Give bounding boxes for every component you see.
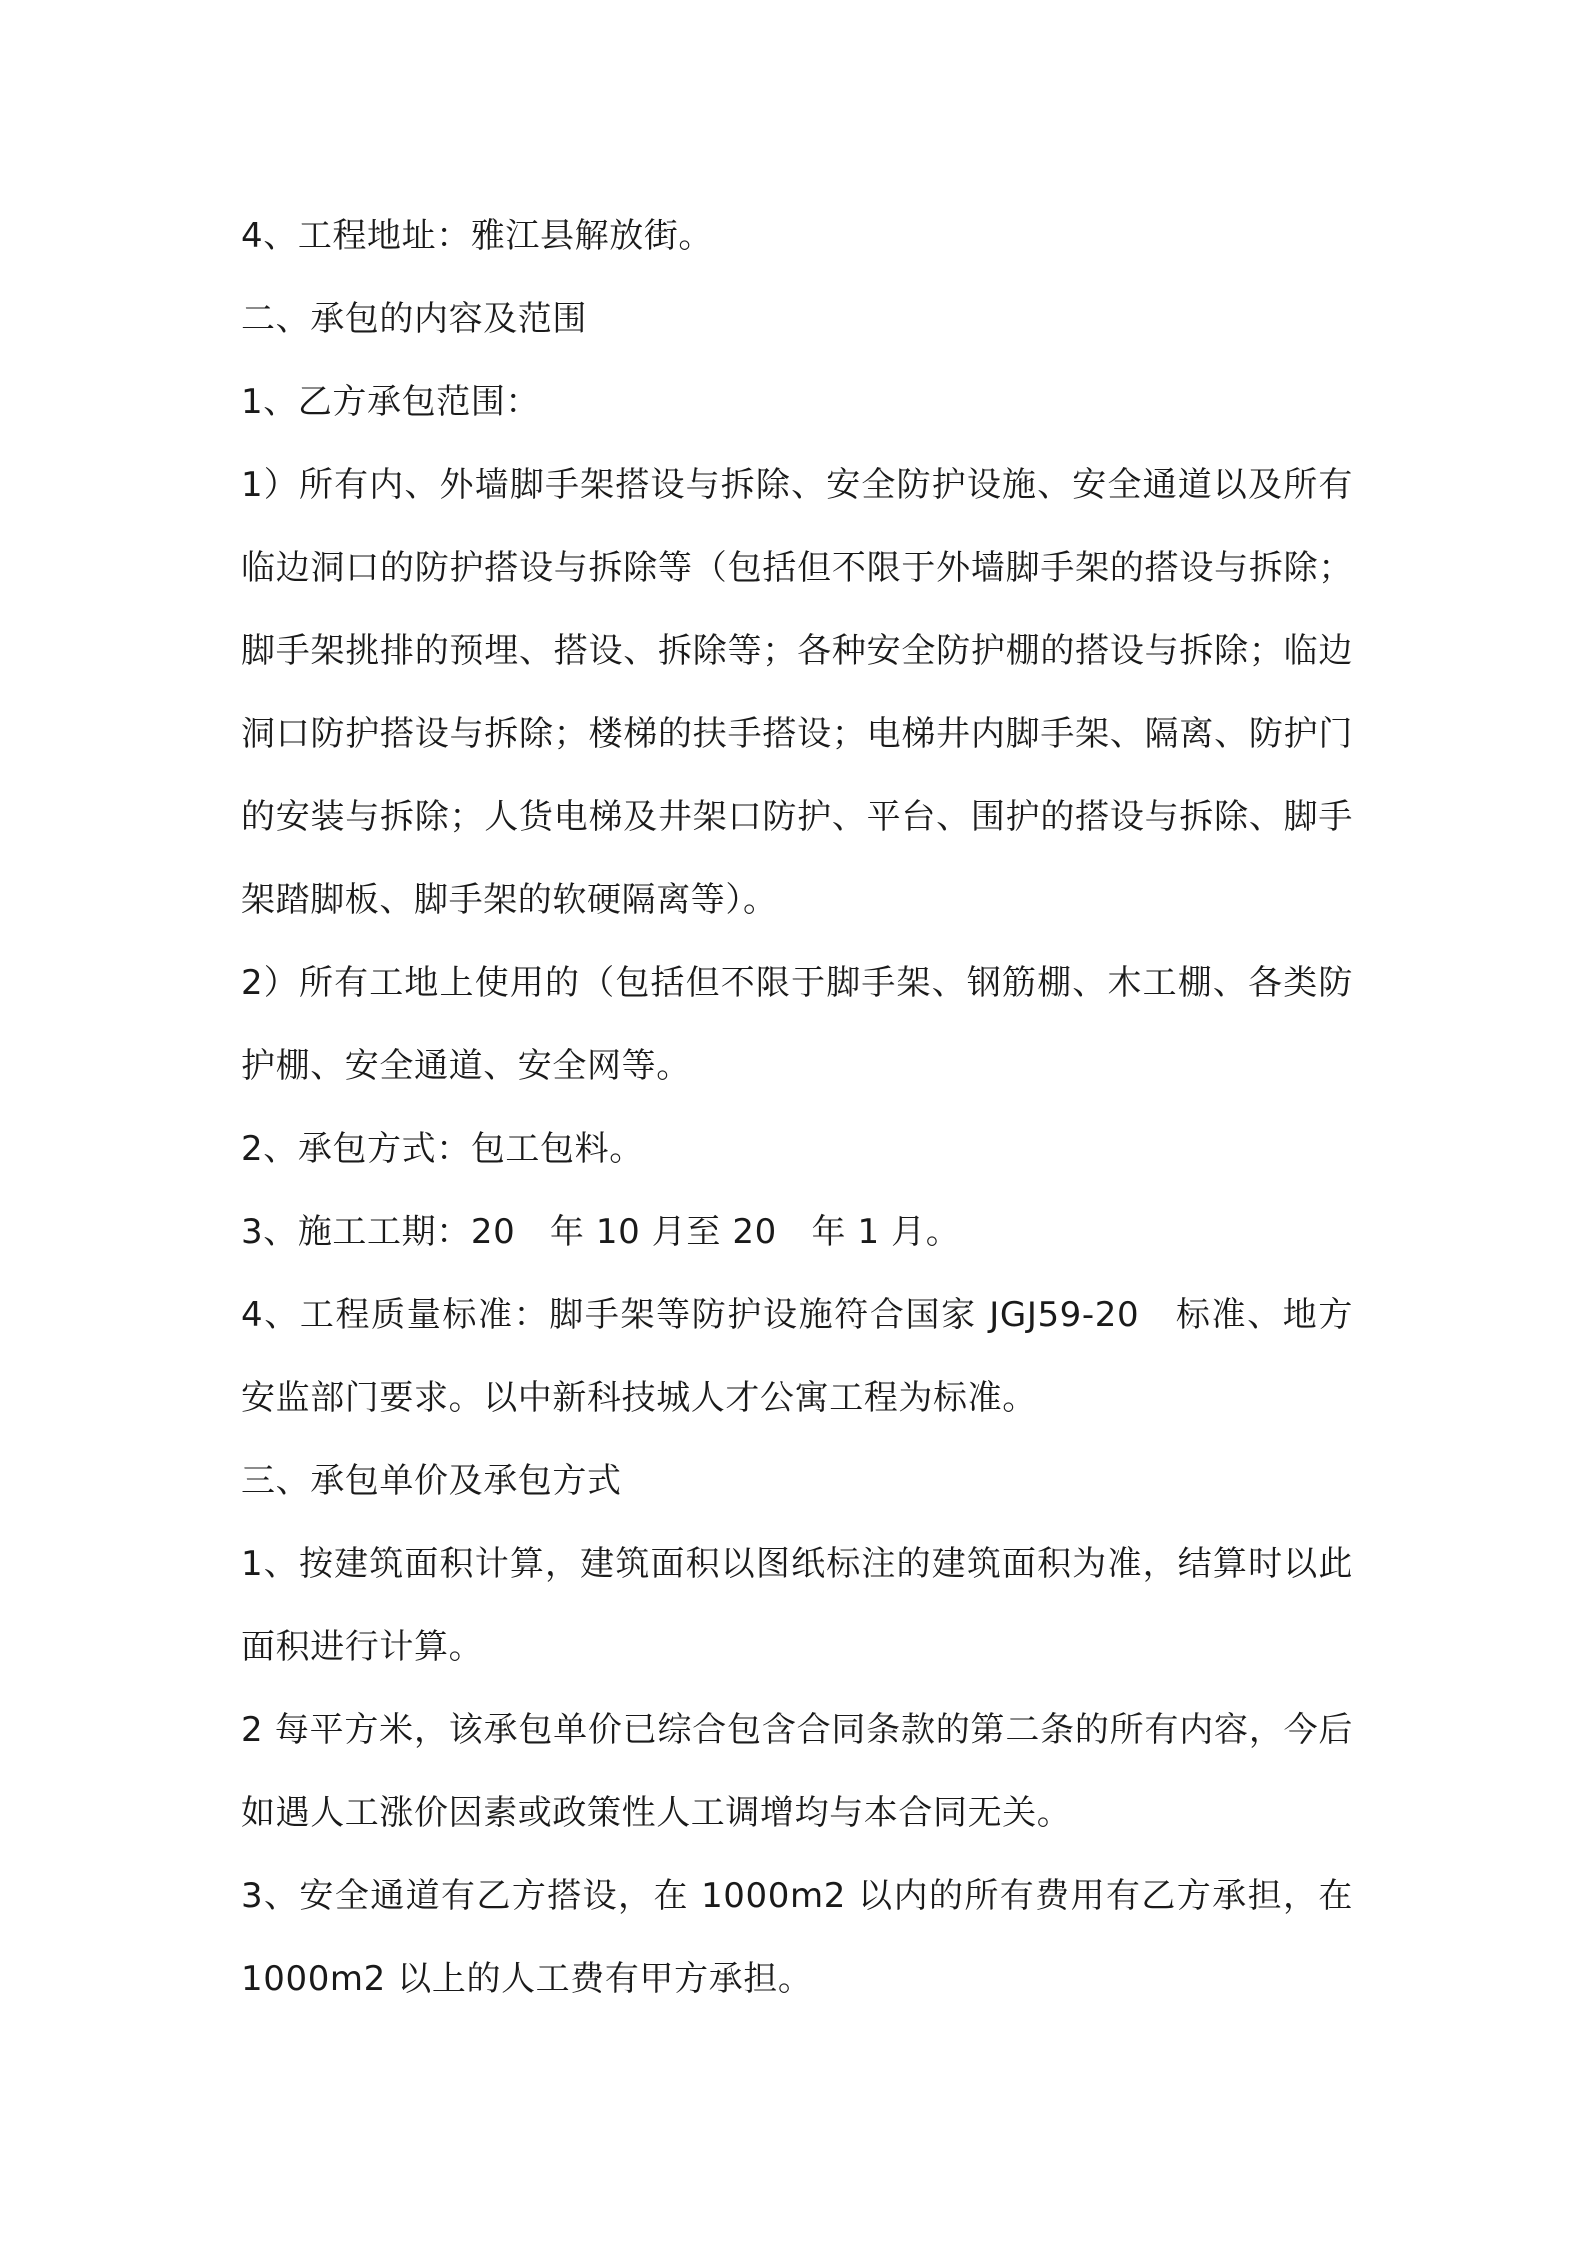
paragraph-construction-period: 3、施工工期：20 年 10 月至 20 年 1 月。 bbox=[241, 1212, 961, 1252]
paragraph-contract-method: 2、承包方式：包工包料。 bbox=[241, 1129, 644, 1169]
paragraph-scope-item-2: 2）所有工地上使用的（包括但不限于脚手架、钢筋棚、木工棚、各类防护棚、安全通道、安全网等。 bbox=[241, 963, 1353, 1086]
paragraph-scope-item-1: 1）所有内、外墙脚手架搭设与拆除、安全防护设施、安全通道以及所有临边洞口的防护搭设与拆除等（包括但不限于外墙脚手架的搭设与拆除；脚手架挑排的预埋、搭设、拆除等；各种安全防护棚的搭设与拆除；临边洞口防护搭设与拆除；楼梯的扶手搭设；电梯井内脚手架、隔离、防护门的安装与拆除；人货电梯及井架口防护、平台、围护的搭设与拆除、脚手架踏脚板、脚手架的软硬隔离等）。 bbox=[241, 465, 1353, 920]
paragraph-area-calculation: 1、按建筑面积计算，建筑面积以图纸标注的建筑面积为准，结算时以此面积进行计算。 bbox=[241, 1544, 1353, 1667]
paragraph-party-b-scope: 1、乙方承包范围： bbox=[241, 382, 541, 422]
paragraph-quality-standard: 4、工程质量标准：脚手架等防护设施符合国家 JGJ59-20 标准、地方安监部门要求。以中新科技城人才公寓工程为标准。 bbox=[241, 1295, 1353, 1418]
section-heading-scope: 二、承包的内容及范围 bbox=[241, 299, 587, 339]
section-heading-unit-price: 三、承包单价及承包方式 bbox=[241, 1461, 622, 1501]
paragraph-safety-passage: 3、安全通道有乙方搭设，在 1000m2 以内的所有费用有乙方承担，在 1000m2 以上的人工费有甲方承担。 bbox=[241, 1876, 1353, 1999]
paragraph-unit-price: 2 每平方米，该承包单价已综合包含合同条款的第二条的所有内容，今后如遇人工涨价因素或政策性人工调增均与本合同无关。 bbox=[241, 1710, 1353, 1833]
paragraph-project-address: 4、工程地址：雅江县解放街。 bbox=[241, 216, 714, 256]
document-body bbox=[241, 195, 1353, 2021]
